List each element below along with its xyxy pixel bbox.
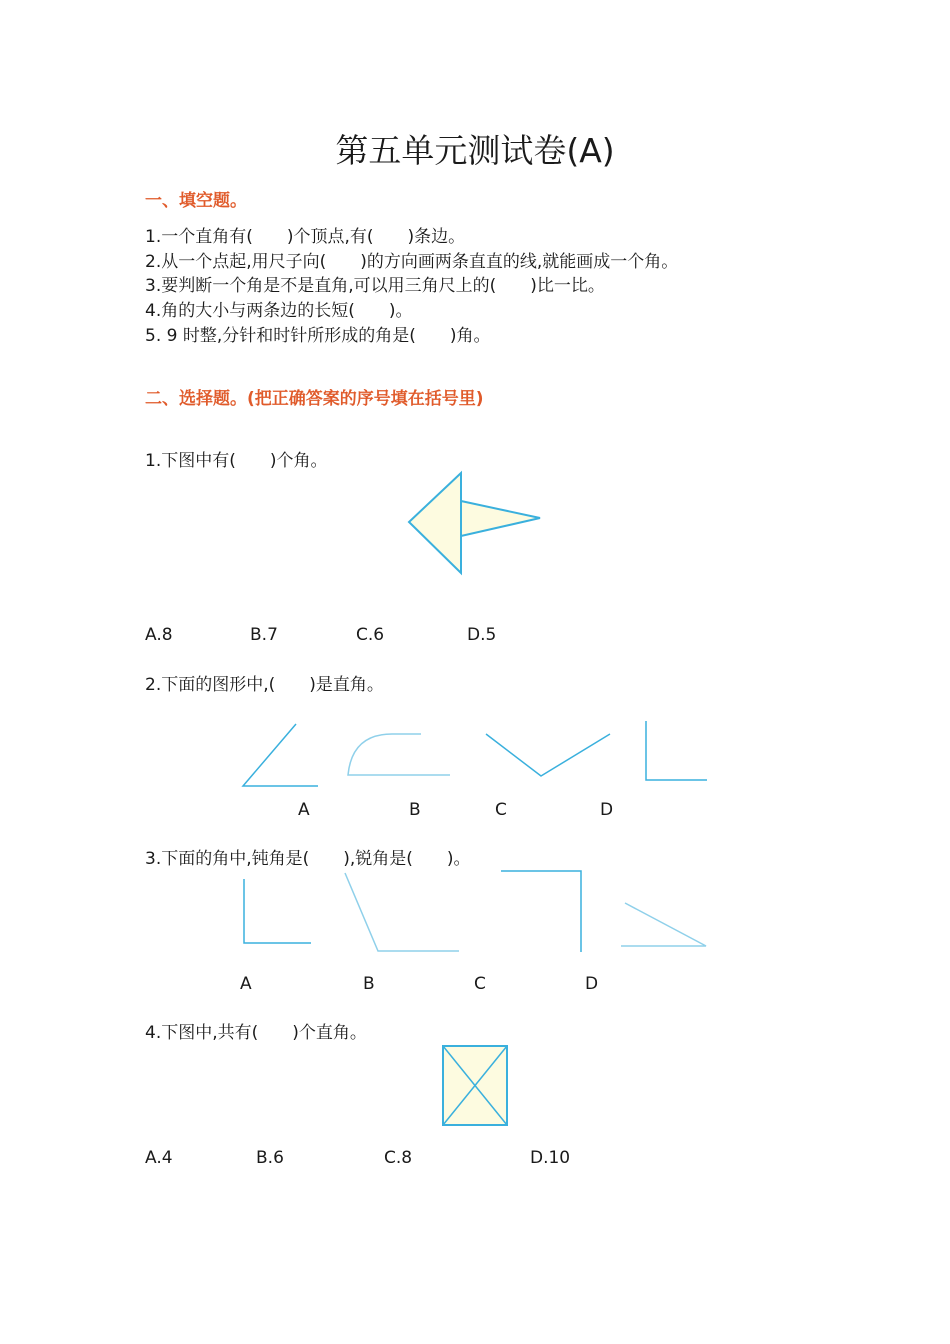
section1-heading: 一、填空题。 xyxy=(145,191,247,211)
q2-label-b: B xyxy=(409,800,421,820)
q3-angle-a xyxy=(244,879,311,943)
q3-label-a: A xyxy=(240,974,252,994)
q2-angle-b xyxy=(348,734,450,775)
section2-heading: 二、选择题。(把正确答案的序号填在括号里) xyxy=(145,389,484,409)
q4-diagonal-2 xyxy=(443,1046,507,1125)
fill-question-4: 4.角的大小与两条边的长短( )。 xyxy=(145,301,413,321)
q4-option-a: A.4 xyxy=(145,1148,173,1168)
choice-question-4: 4.下图中,共有( )个直角。 xyxy=(145,1023,367,1043)
choice-question-1: 1.下图中有( )个角。 xyxy=(145,451,328,471)
q4-option-d: D.10 xyxy=(530,1148,571,1168)
q4-option-c: C.8 xyxy=(384,1148,413,1168)
q1-option-a: A.8 xyxy=(145,625,173,645)
page-title: 第五单元测试卷(A) xyxy=(335,131,615,170)
q2-label-a: A xyxy=(298,800,310,820)
choice-question-2: 2.下面的图形中,( )是直角。 xyxy=(145,675,384,695)
q3-angle-d xyxy=(621,903,706,946)
q1-right-triangle xyxy=(461,501,540,536)
fill-question-5: 5. 9 时整,分针和时针所形成的角是( )角。 xyxy=(145,326,491,346)
q4-option-b: B.6 xyxy=(256,1148,284,1168)
q2-label-c: C xyxy=(495,800,507,820)
q1-option-b: B.7 xyxy=(250,625,278,645)
q4-rectangle xyxy=(443,1046,507,1125)
q1-option-d: D.5 xyxy=(467,625,497,645)
fill-question-2: 2.从一个点起,用尺子向( )的方向画两条直直的线,就能画成一个角。 xyxy=(145,252,679,272)
q2-angle-d xyxy=(646,721,707,780)
q1-option-c: C.6 xyxy=(356,625,385,645)
fill-question-1: 1.一个直角有( )个顶点,有( )条边。 xyxy=(145,227,466,247)
q4-diagonal-1 xyxy=(443,1046,507,1125)
q3-angle-c xyxy=(501,871,581,952)
q2-angle-a xyxy=(243,724,318,786)
q1-left-triangle xyxy=(409,473,461,573)
q2-label-d: D xyxy=(600,800,614,820)
q3-label-b: B xyxy=(363,974,375,994)
q2-angle-c xyxy=(486,734,610,776)
choice-question-3: 3.下面的角中,钝角是( ),锐角是( )。 xyxy=(145,849,471,869)
q3-label-d: D xyxy=(585,974,599,994)
q3-angle-b xyxy=(345,873,459,951)
fill-question-3: 3.要判断一个角是不是直角,可以用三角尺上的( )比一比。 xyxy=(145,276,605,296)
q3-label-c: C xyxy=(474,974,486,994)
